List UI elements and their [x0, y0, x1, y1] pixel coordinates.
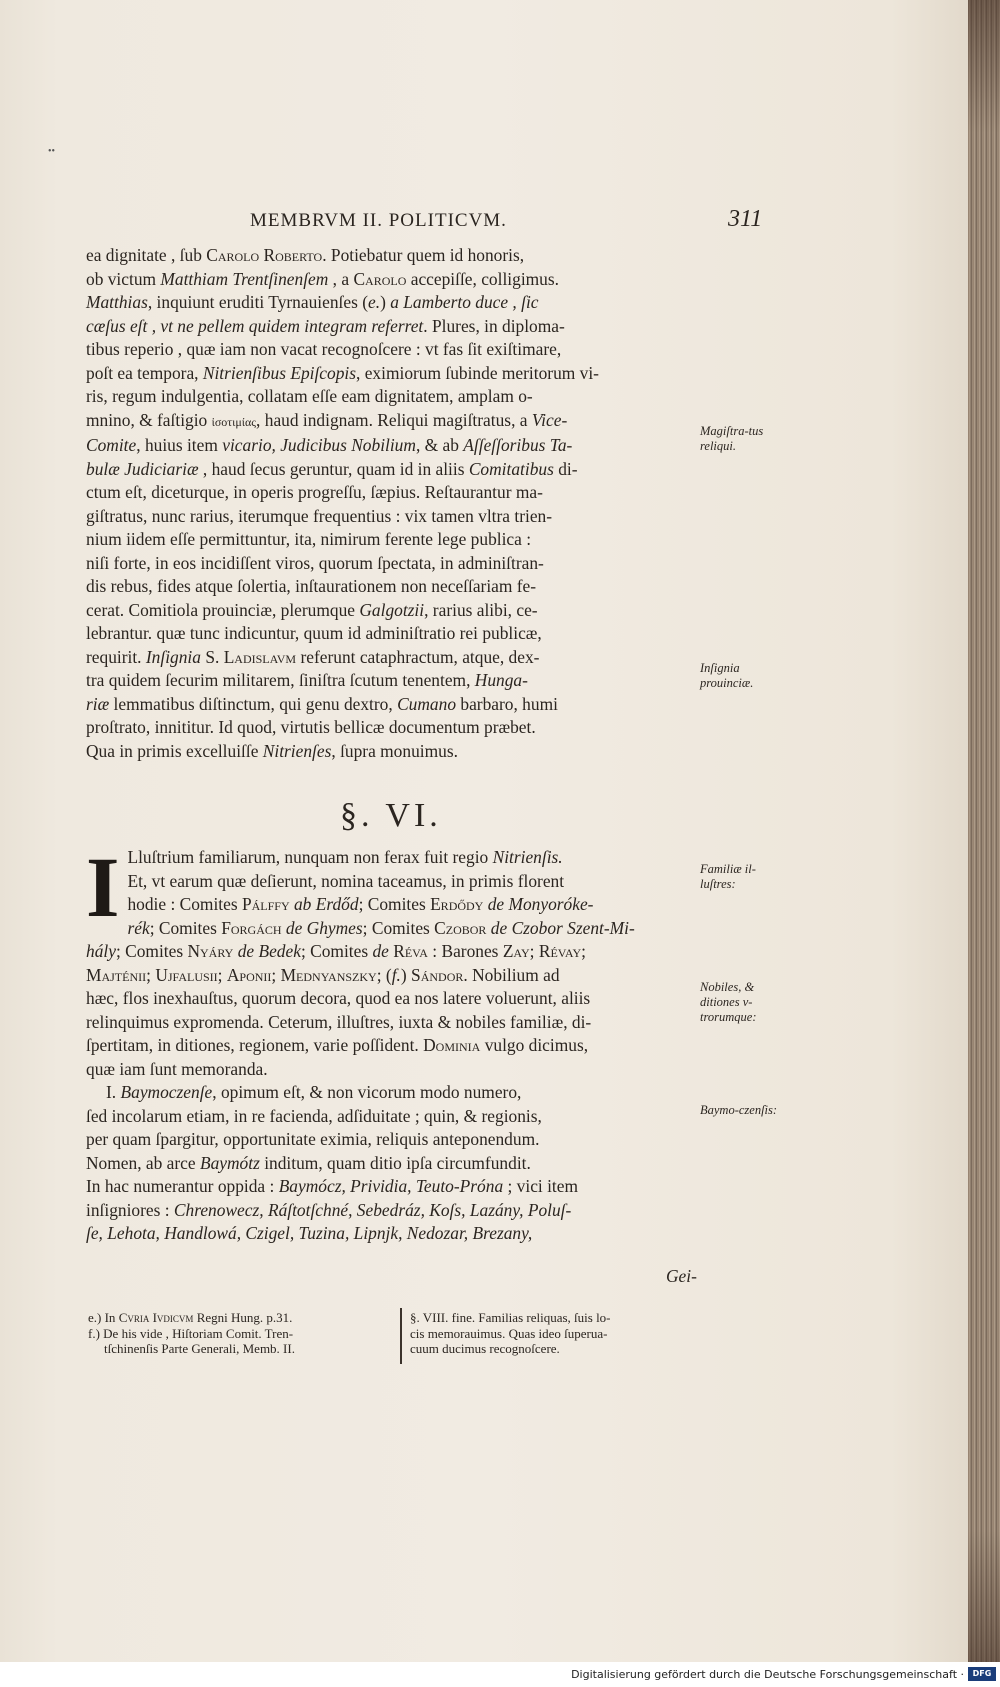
- text-segment: referunt cataphractum, atque, dex-: [296, 646, 540, 667]
- text-segment: Qua in primis excelluiſſe: [86, 740, 263, 761]
- text-line: [86, 1199, 690, 1223]
- text-line: per quam ſpargitur, opportunitate eximia, reliquis anteponendum.: [86, 1129, 540, 1149]
- text-line: relinquimus expromenda. Ceterum, illuſtres, iuxta & nobiles familiæ, di-: [86, 1011, 592, 1032]
- margin-note-nobiles: Nobiles, & ditiones v-trorumque:: [700, 980, 757, 1024]
- text-segment: di-: [553, 458, 578, 479]
- page-number: 311: [728, 206, 763, 232]
- book-fore-edge: [968, 0, 1000, 1662]
- text-line: Et, vt earum quæ deſierunt, nomina taceamus, in primis florent: [127, 870, 565, 891]
- text-segment: ): [380, 292, 391, 312]
- text-line: [86, 291, 690, 315]
- text-segment: ab Erdőd: [289, 894, 359, 914]
- text-segment: vulgo dicimus,: [480, 1035, 589, 1055]
- text-segment: ;: [271, 964, 281, 985]
- text-segment: Baymoczenſe: [120, 1082, 213, 1102]
- text-segment: lemmatibus diſtinctum, qui genu dextro,: [109, 693, 398, 714]
- text-segment: , a: [328, 268, 354, 289]
- text-line: [86, 244, 690, 268]
- text-segment: de Ghymes: [281, 917, 363, 938]
- text-line: tibus reperio , quæ iam non vacat recognoſcere : vt fas ſit exiſtimare,: [86, 339, 562, 359]
- text-segment: Cvria Ivdicvm: [118, 1310, 194, 1325]
- text-line: ris, regum indulgentia, collatam eſſe eam dignitatem, amplam o-: [86, 386, 533, 406]
- drop-capital: I: [86, 839, 120, 935]
- footnotes-right: [410, 1310, 700, 1357]
- text-segment: , huius item: [136, 435, 223, 455]
- text-segment: Cumano: [397, 693, 457, 714]
- text-segment: ; Comites: [149, 917, 222, 938]
- text-segment: . Plures, in diploma-: [423, 315, 565, 336]
- text-segment: ;: [581, 941, 586, 961]
- text-line: [86, 458, 690, 482]
- text-segment: Nomen, ab arce: [86, 1152, 200, 1173]
- text-segment: Ujfalusii: [155, 964, 218, 985]
- text-segment: , rarius alibi, ce-: [424, 599, 538, 620]
- text-line: [86, 1152, 690, 1176]
- margin-note-magistratus: Magiſtra-tus reliqui.: [700, 424, 764, 453]
- text-line: ſed incolarum etiam, in re facienda, adſiduitate ; quin, & regionis,: [86, 1105, 542, 1126]
- text-segment: ſpertitam, in ditiones, regionem, varie poſſident.: [86, 1035, 424, 1055]
- text-segment: I.: [106, 1082, 121, 1102]
- catchword: Gei-: [666, 1266, 697, 1286]
- text-segment: Chrenowecz, Ráſtotſchné, Sebedráz, Koſs, Lazány, Poluſ-: [173, 1199, 572, 1220]
- text-segment: cerat. Comitiola prouinciæ, plerumque: [86, 599, 360, 620]
- text-segment: Dominia: [423, 1035, 481, 1055]
- text-segment: inſigniores :: [86, 1199, 174, 1220]
- text-line: [86, 693, 690, 717]
- dfg-logo-icon: DFG: [968, 1667, 996, 1681]
- text-segment: poſt ea tempora,: [86, 362, 203, 383]
- text-line: dis rebus, fides atque ſolertia, inſtaurationem non neceſſariam fe-: [86, 576, 537, 596]
- funding-credit: Digitalisierung gefördert durch die Deutsche Forschungsgemeinschaft ·: [571, 1668, 964, 1681]
- text-segment: In hac numerantur oppida :: [86, 1176, 279, 1196]
- text-segment: ;: [217, 964, 227, 985]
- text-segment: , & ab: [415, 435, 464, 455]
- text-line: [86, 362, 690, 386]
- text-segment: ; Comites: [358, 894, 431, 914]
- text-segment: Erdődy: [430, 894, 484, 914]
- text-segment: ; Comites: [300, 941, 373, 961]
- text-line: ſe, Lehota, Handlowá, Czigel, Tuzina, Lipnjk, Nedozar, Brezany,: [86, 1223, 533, 1243]
- text-segment: ; Comites: [362, 917, 435, 938]
- text-line: quæ iam ſunt memoranda.: [86, 1058, 268, 1079]
- text-segment: Carolo: [353, 268, 407, 289]
- text-segment: Comitatibus: [468, 458, 554, 479]
- text-segment: riæ: [86, 693, 110, 714]
- text-segment: hodie : Comites: [127, 894, 242, 914]
- text-segment: , haud ſecus geruntur, quam id in aliis: [198, 458, 469, 479]
- text-line: [86, 669, 690, 693]
- text-segment: Vice-: [531, 409, 568, 430]
- text-segment: , eximiorum ſubinde meritorum vi-: [356, 362, 599, 383]
- text-segment: Révay: [538, 941, 582, 961]
- text-segment: ; Comites: [115, 941, 188, 961]
- text-segment: de Czobor Szent-Mi-: [486, 917, 635, 938]
- text-segment: hály: [86, 941, 116, 961]
- section-paragraph: [86, 839, 690, 1246]
- text-segment: requirit.: [86, 646, 146, 667]
- text-segment: Baymócz, Prividia, Teuto-Próna: [278, 1176, 504, 1196]
- text-line: niſi forte, in eos incidiſſent viros, quorum ſpectata, in adminiſtran-: [86, 552, 544, 573]
- text-segment: f.: [391, 964, 401, 985]
- footnote-line: [88, 1310, 398, 1326]
- text-segment: Nitrienſes: [262, 740, 332, 761]
- text-segment: cæſus eſt , vt ne pellem quidem integram referret: [86, 315, 424, 336]
- text-line: [86, 964, 690, 988]
- text-line: proſtrato, innititur. Id quod, virtutis bellicæ documentum præbet.: [86, 717, 536, 737]
- text-segment: ; (: [376, 964, 392, 985]
- text-segment: . Potiebatur quem id honoris,: [322, 245, 525, 265]
- text-segment: Galgotzii: [359, 599, 425, 620]
- text-segment: ): [400, 964, 412, 985]
- text-segment: Ladislavm: [223, 646, 297, 667]
- text-line: [86, 1034, 690, 1058]
- text-segment: ; vici item: [503, 1176, 579, 1196]
- text-segment: Nitrienſibus Epiſcopis: [202, 362, 357, 383]
- text-line: [86, 315, 690, 339]
- text-line: [86, 268, 690, 292]
- text-segment: bulæ Judiciariæ: [86, 458, 199, 479]
- text-segment: Mednyanszky: [280, 964, 377, 985]
- text-segment: Majténii: [86, 964, 147, 985]
- text-segment: Pálffy: [241, 894, 290, 914]
- text-line: [86, 940, 690, 964]
- margin-note-familiae: Familiæ il-luſtres:: [700, 862, 756, 891]
- text-line: lebrantur. quæ tunc indicuntur, quum id adminiſtratio rei publicæ,: [86, 623, 542, 643]
- text-segment: ob victum: [86, 268, 161, 289]
- text-segment: inditum, quam ditio ipſa circumfundit.: [259, 1152, 531, 1173]
- text-segment: Baymótz: [199, 1152, 260, 1173]
- text-line: [86, 646, 690, 670]
- text-segment: Nyáry: [187, 941, 234, 961]
- running-title: MEMBRVM II. POLITICVM.: [250, 210, 507, 231]
- text-line: [86, 409, 690, 435]
- text-segment: e.) In: [88, 1310, 119, 1325]
- ink-mark: ••: [48, 146, 56, 157]
- text-segment: Réva: [393, 941, 428, 961]
- main-paragraph: [86, 244, 690, 763]
- text-line: hæc, flos inexhauſtus, quorum decora, quod ea nos latere voluerunt, aliis: [86, 988, 591, 1008]
- text-segment: : Barones: [427, 941, 503, 961]
- digitization-footer: [0, 1662, 1000, 1687]
- text-segment: Carolo Roberto: [206, 245, 323, 265]
- text-line: giſtratus, nunc rarius, iterumque frequentius : vix tamen vltra trien-: [86, 505, 553, 526]
- section-heading: §. VI.: [340, 797, 442, 834]
- footnotes-left: [88, 1310, 398, 1357]
- margin-note-insignia: Inſignia prouinciæ.: [700, 661, 754, 690]
- text-segment: a Lamberto duce , ſic: [390, 292, 539, 312]
- text-segment: Matthiam Trentſinenſem: [160, 268, 329, 289]
- text-segment: tra quidem ſecurim militarem, ſiniſtra ſcutum tenentem,: [86, 670, 475, 690]
- text-segment: Inſignia: [145, 646, 201, 667]
- text-line: [86, 893, 690, 917]
- text-segment: Forgách: [221, 917, 282, 938]
- text-segment: , inquiunt eruditi Tyrnauienſes (: [147, 292, 368, 312]
- footnote-line: f.) De his vide , Hiſtoriam Comit. Tren-: [88, 1325, 294, 1341]
- text-segment: Regni Hung. p.31.: [193, 1310, 293, 1325]
- text-segment: ;: [529, 941, 539, 961]
- text-segment: ;: [146, 964, 156, 985]
- footnote-line: §. VIII. fine. Familias reliquas, ſuis lo-: [410, 1310, 611, 1325]
- text-segment: Matthias: [86, 292, 148, 312]
- text-line: [86, 599, 690, 623]
- text-segment: de Monyoróke-: [483, 894, 594, 914]
- text-segment: , ſupra monuimus.: [331, 740, 458, 761]
- text-line: [86, 1175, 690, 1199]
- text-segment: Aſſeſſoribus Ta-: [463, 435, 573, 455]
- text-segment: de Bedek: [233, 941, 301, 961]
- text-segment: Nitrienſis.: [492, 847, 563, 867]
- text-segment: accepiſſe, colligimus.: [406, 268, 559, 289]
- footnote-line: tſchinenſis Parte Generali, Memb. II.: [104, 1341, 295, 1356]
- text-line: [86, 917, 690, 941]
- text-segment: de: [372, 941, 394, 961]
- margin-note-baymoczensis: Baymo-czenſis:: [700, 1103, 778, 1117]
- text-line: ctum eſt, diceturque, in operis progreſſu, ſæpius. Reſtaurantur ma-: [86, 482, 543, 502]
- text-segment: ea dignitate , ſub: [86, 245, 207, 265]
- text-segment: Aponii: [226, 964, 272, 985]
- text-segment: S.: [200, 646, 224, 667]
- text-segment: Czobor: [434, 917, 487, 938]
- text-line: nium iidem eſſe permittuntur, ita, nimirum ferente lege publica :: [86, 529, 532, 549]
- text-segment: , opimum eſt, & non vicorum modo numero,: [212, 1082, 522, 1102]
- text-segment: Sándor: [411, 964, 464, 985]
- text-segment: ἰσοτιμίας: [211, 414, 257, 429]
- text-segment: , haud indignam. Reliqui magiſtratus, a: [256, 409, 532, 430]
- text-segment: . Nobilium ad: [463, 964, 560, 985]
- text-segment: vicario, Judicibus Nobilium: [222, 435, 416, 455]
- text-line: [86, 740, 690, 764]
- text-segment: Comite: [86, 435, 137, 455]
- text-segment: Lluſtrium familiarum, nunquam non ferax fuit regio: [127, 847, 493, 867]
- text-segment: barbaro, humi: [456, 693, 558, 714]
- text-segment: Zay: [502, 941, 530, 961]
- footnote-line: cis memorauimus. Quas ideo ſuperua-: [410, 1325, 608, 1341]
- text-segment: e.: [368, 292, 381, 312]
- text-line: [86, 434, 690, 458]
- text-line: [86, 846, 690, 870]
- text-segment: mnino, & faſtigio: [86, 409, 212, 430]
- footnote-divider: [400, 1308, 402, 1364]
- footnote-line: cuum ducimus recognoſcere.: [410, 1341, 560, 1356]
- text-segment: rék: [127, 917, 150, 938]
- text-line: [86, 1081, 690, 1105]
- text-segment: Hunga-: [474, 670, 528, 690]
